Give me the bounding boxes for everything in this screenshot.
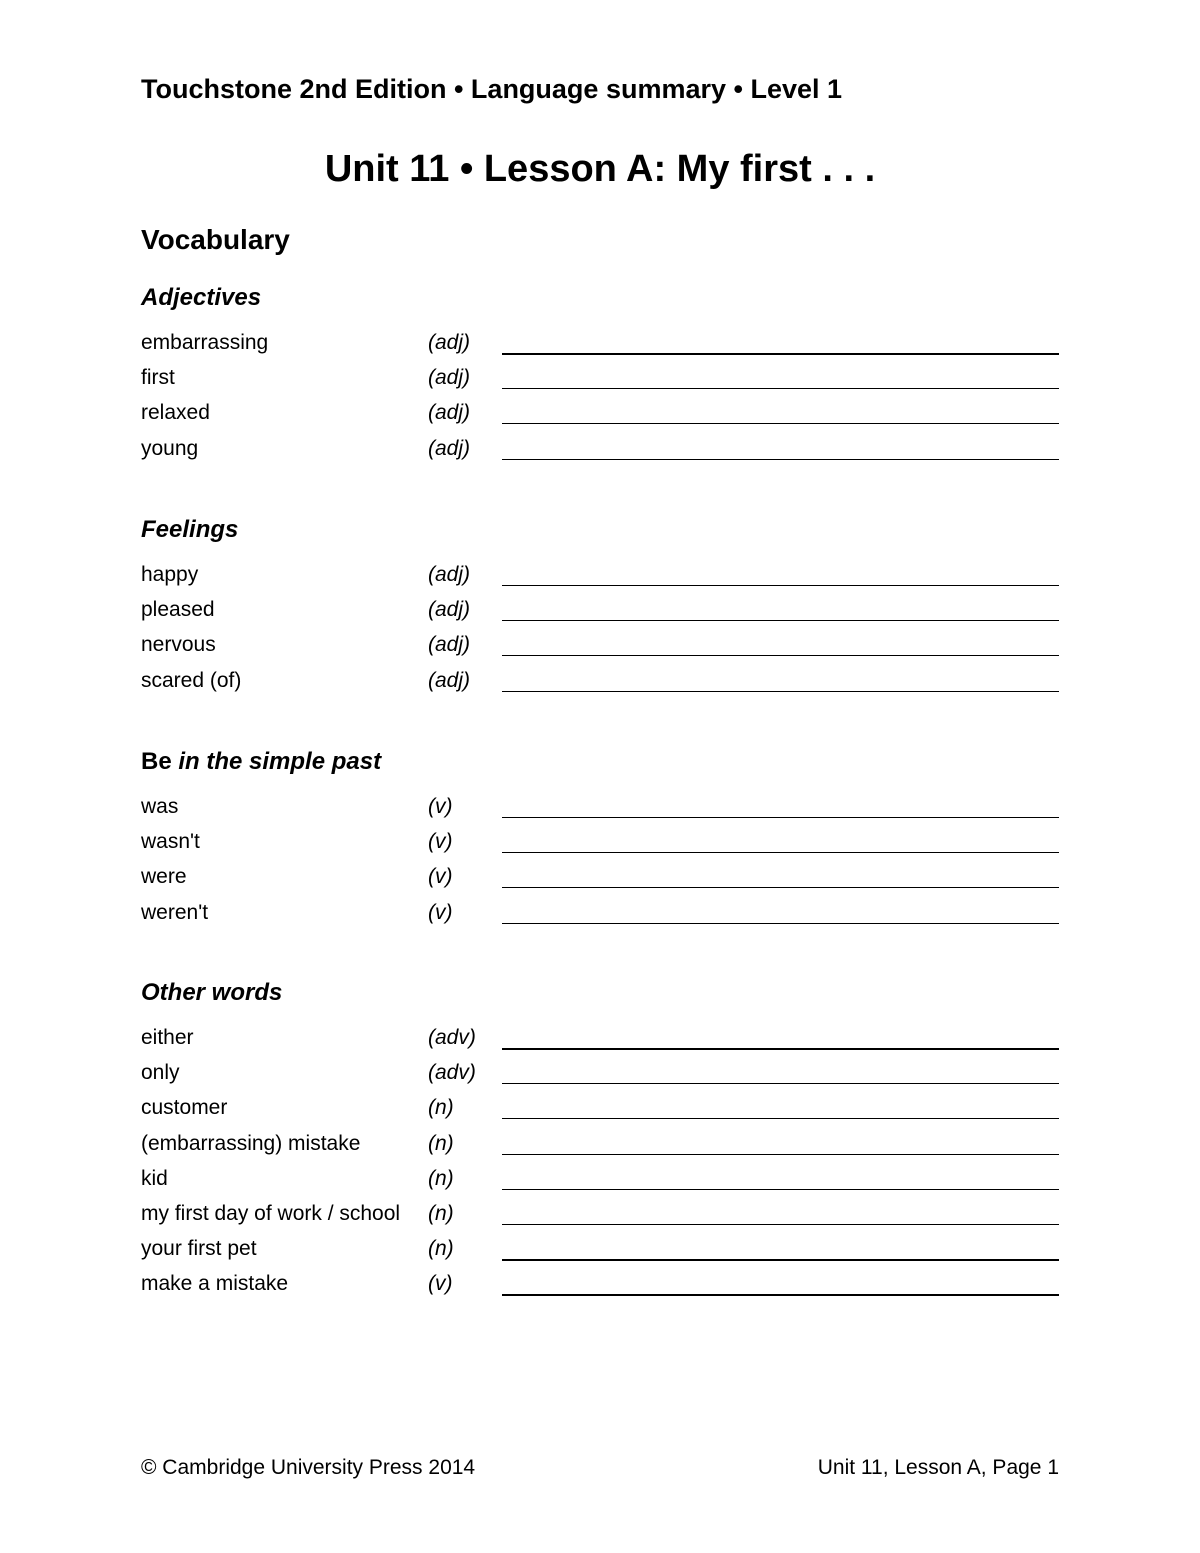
section-heading: Adjectives (141, 284, 262, 311)
part-of-speech: (n) (428, 1201, 454, 1225)
part-of-speech: (n) (428, 1096, 454, 1120)
vocabulary-heading: Vocabulary (141, 224, 290, 255)
footer-copyright: © Cambridge University Press 2014 (141, 1456, 476, 1479)
part-of-speech: (adj) (428, 436, 471, 460)
vocab-word: relaxed (141, 401, 210, 425)
vocab-row (141, 1237, 1059, 1272)
section-adjectives (141, 283, 1059, 472)
vocab-word: was (141, 795, 179, 818)
section-feelings (141, 515, 1059, 704)
vocab-word: make a mistake (141, 1272, 289, 1296)
heading-italic-part: in the simple past (171, 748, 382, 775)
vocab-row (141, 331, 1059, 366)
part-of-speech: (adj) (428, 366, 471, 390)
answer-line[interactable] (502, 691, 1059, 692)
answer-line[interactable] (502, 852, 1059, 853)
vocab-row (141, 1167, 1059, 1202)
answer-line[interactable] (502, 1224, 1059, 1225)
vocab-row (141, 1096, 1059, 1131)
answer-line[interactable] (502, 585, 1059, 586)
vocab-word: pleased (141, 598, 215, 622)
section-heading (141, 747, 1059, 787)
part-of-speech: (n) (428, 1237, 454, 1261)
vocab-word: only (141, 1061, 180, 1085)
vocab-word: happy (141, 563, 199, 586)
part-of-speech: (adj) (428, 598, 471, 622)
part-of-speech: (adv) (428, 1061, 476, 1085)
heading-upright-part: Be (141, 748, 172, 775)
part-of-speech: (adv) (428, 1026, 476, 1049)
answer-line[interactable] (502, 1294, 1059, 1296)
vocab-row (141, 598, 1059, 633)
vocab-word: young (141, 436, 199, 460)
answer-line[interactable] (502, 620, 1059, 621)
vocab-row (141, 563, 1059, 598)
answer-line[interactable] (502, 817, 1059, 818)
vocab-row (141, 366, 1059, 401)
vocab-row (141, 830, 1059, 865)
part-of-speech: (v) (428, 865, 453, 889)
part-of-speech: (v) (428, 1272, 453, 1296)
answer-line[interactable] (502, 655, 1059, 656)
answer-line[interactable] (502, 1259, 1059, 1261)
answer-line[interactable] (502, 1118, 1059, 1119)
vocab-row (141, 669, 1059, 704)
vocab-row (141, 1202, 1059, 1237)
part-of-speech: (adj) (428, 563, 471, 586)
footer-page-reference: Unit 11, Lesson A, Page 1 (817, 1456, 1059, 1479)
answer-line[interactable] (502, 887, 1059, 888)
document-header: Touchstone 2nd Edition • Language summary • Level 1 (141, 74, 843, 104)
vocab-word: first (141, 366, 175, 390)
part-of-speech: (n) (428, 1131, 454, 1155)
part-of-speech: (v) (428, 830, 453, 854)
answer-line[interactable] (502, 388, 1059, 389)
answer-line[interactable] (502, 353, 1059, 355)
vocab-word: either (141, 1026, 194, 1049)
vocab-row (141, 1272, 1059, 1307)
vocab-row (141, 1026, 1059, 1061)
part-of-speech: (adj) (428, 331, 471, 354)
answer-line[interactable] (502, 923, 1059, 924)
part-of-speech: (adj) (428, 633, 471, 657)
vocab-row (141, 795, 1059, 830)
vocab-word: weren't (141, 900, 209, 924)
vocab-word: nervous (141, 633, 216, 657)
part-of-speech: (adj) (428, 668, 471, 692)
section-heading: Feelings (141, 516, 239, 543)
answer-line[interactable] (502, 1189, 1059, 1190)
answer-line[interactable] (502, 1048, 1059, 1050)
vocab-row (141, 901, 1059, 936)
vocab-word: kid (141, 1166, 168, 1190)
unit-title: Unit 11 • Lesson A: My first . . . (324, 148, 876, 190)
vocab-word: customer (141, 1096, 228, 1120)
vocab-row (141, 1132, 1059, 1167)
section-other-words (141, 978, 1059, 1308)
part-of-speech: (n) (428, 1166, 454, 1190)
vocab-word: your first pet (141, 1237, 257, 1261)
vocab-row (141, 1061, 1059, 1096)
vocab-word: scared (of) (141, 668, 242, 692)
vocab-word: wasn't (141, 830, 200, 854)
section-be-simple-past (141, 747, 1059, 936)
answer-line[interactable] (502, 1083, 1059, 1084)
answer-line[interactable] (502, 1154, 1059, 1155)
part-of-speech: (adj) (428, 401, 471, 425)
answer-line[interactable] (502, 423, 1059, 424)
vocab-row (141, 401, 1059, 436)
vocab-word: my first day of work / school (141, 1201, 401, 1225)
part-of-speech: (v) (428, 900, 453, 924)
vocab-row (141, 865, 1059, 900)
vocab-word: embarrassing (141, 331, 269, 354)
vocab-row (141, 633, 1059, 668)
vocab-word: (embarrassing) mistake (141, 1131, 361, 1155)
section-heading: Other words (141, 979, 283, 1006)
part-of-speech: (v) (428, 795, 453, 818)
vocab-row (141, 437, 1059, 472)
vocab-word: were (141, 865, 187, 889)
answer-line[interactable] (502, 459, 1059, 460)
